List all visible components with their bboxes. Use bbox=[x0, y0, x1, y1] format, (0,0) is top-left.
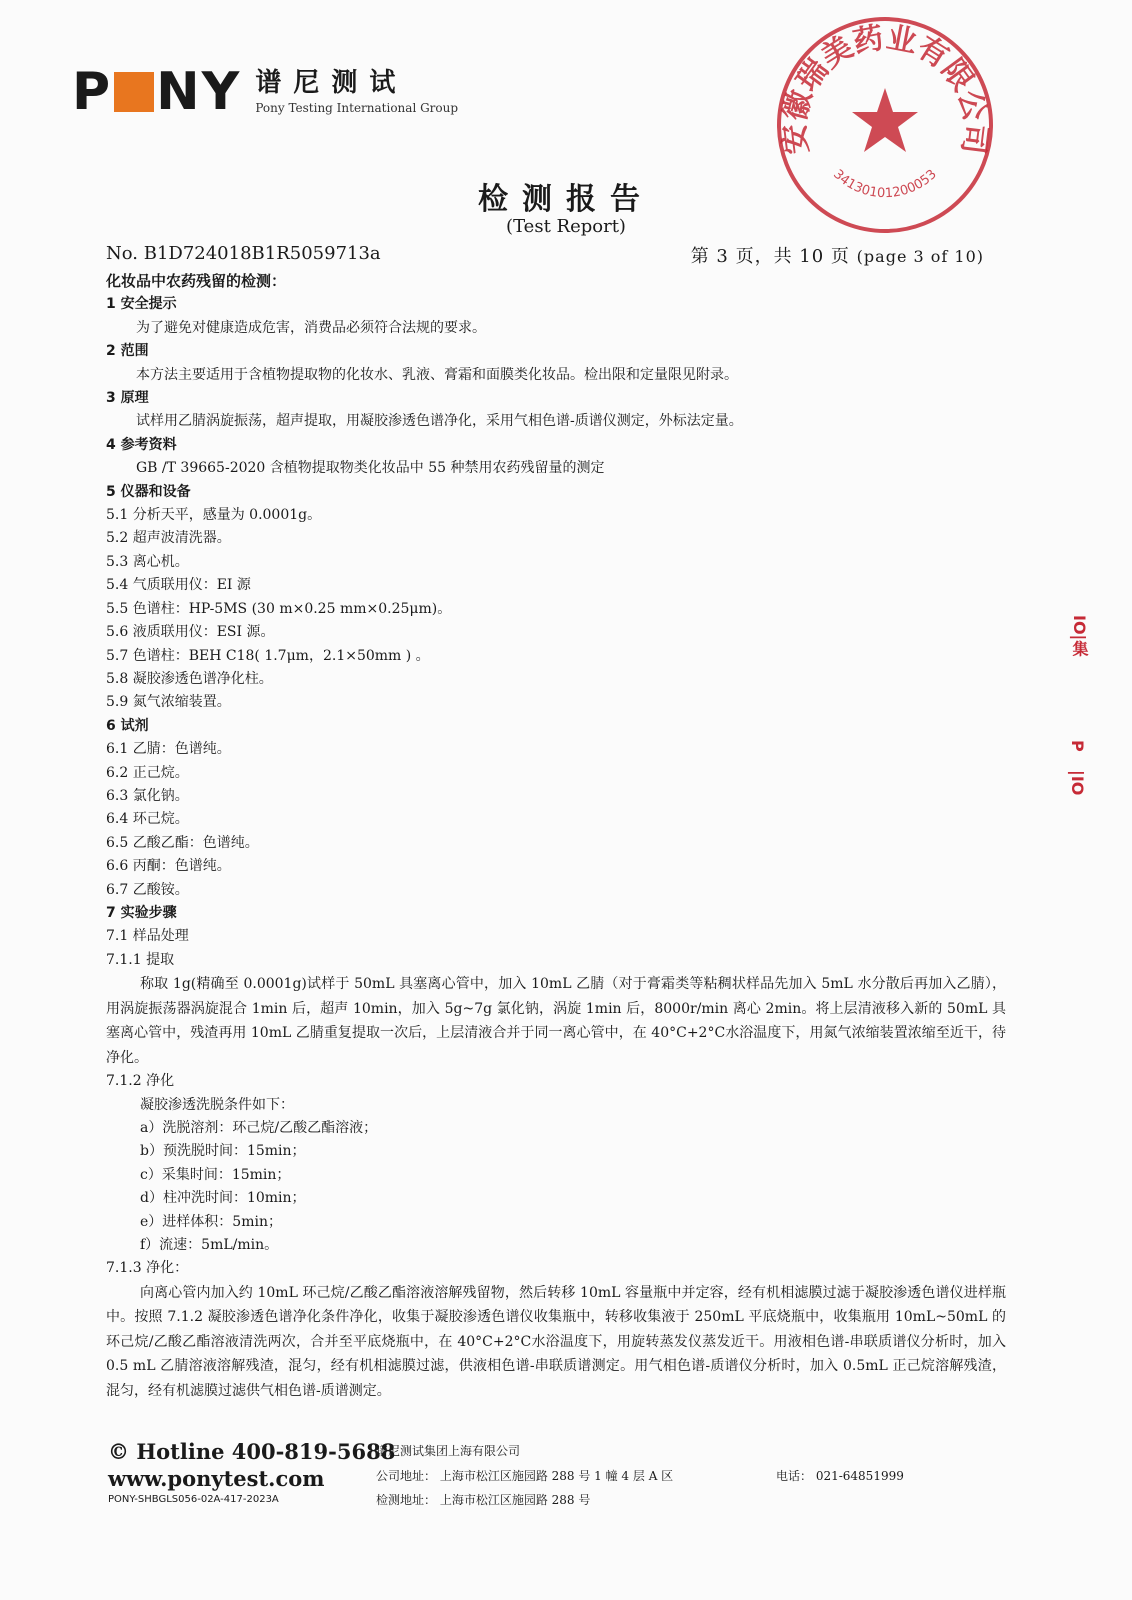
hotline-text: Hotline 400-819-5688 bbox=[136, 1439, 396, 1464]
condition-item: b）预洗脱时间：15min； bbox=[140, 1143, 306, 1160]
condition-item: e）进样体积：5min； bbox=[140, 1213, 282, 1230]
list-item: 5.9 氮气浓缩装置。 bbox=[106, 694, 231, 711]
list-item: 5.1 分析天平，感量为 0.0001g。 bbox=[106, 507, 322, 524]
section-text: 试样用乙腈涡旋振荡，超声提取，用凝胶渗透色谱净化，采用气相色谱-质谱仪测定，外标法定量。 bbox=[136, 413, 743, 430]
section-text: 本方法主要适用于含植物提取物的化妆水、乳液、膏霜和面膜类化妆品。检出限和定量限见附录。 bbox=[136, 366, 738, 383]
logo-letters-right: NY bbox=[156, 62, 242, 122]
list-item: 6.3 氯化钠。 bbox=[106, 787, 189, 804]
list-item: 5.3 离心机。 bbox=[106, 553, 189, 570]
condition-item: a）洗脱溶剂：环己烷/乙酸乙酯溶液； bbox=[140, 1120, 378, 1136]
list-item: 5.6 液质联用仪：ESI 源。 bbox=[106, 624, 275, 641]
seal-star-icon bbox=[852, 88, 918, 152]
seal-number: 34130101200053 bbox=[830, 166, 940, 202]
seal-company-name: 安徽瑞美药业有限公司 bbox=[776, 20, 994, 157]
report-title: 检测报告 bbox=[478, 182, 654, 217]
list-item: 6.2 正己烷。 bbox=[106, 764, 189, 781]
test-address: 检测地址： 上海市松江区施园路 288 号 bbox=[376, 1493, 591, 1507]
report-number: No. B1D724018B1R5059713a bbox=[106, 243, 381, 264]
subsection-heading: 7.1 样品处理 bbox=[106, 928, 189, 945]
purification-paragraph: 向离心管内加入约 10mL 环己烷/乙酸乙酯溶液溶解残留物，然后转移 10mL 容量瓶中并定容，经有机相滤膜过滤于凝胶渗透色谱仪进样瓶中。按照 7.1.2 凝胶渗透色谱净化条件净化，收集于凝胶渗透色谱仪收集瓶中，转移收集液于 250mL 平底烧瓶中，收集瓶用 10mL~50mL 的环己烷/乙酸乙酯溶液清洗两次，合并至平底烧瓶中，在 40°C+2°C水浴温度下，用旋转蒸发仪蒸发近干。用液相色谱-串联质谱仪分析时，加入 0.5 mL 乙腈溶液溶解残渣，混匀，经有机相滤膜过滤，供液相色谱-串联质谱测定。用气相色谱-质谱仪分析时，加入 0.5mL 正己烷溶解残渣，混匀，经有机滤膜过滤供气相色谱-质谱测定。 bbox=[106, 1284, 1006, 1399]
subsection-heading: 7.1.1 提取 bbox=[106, 951, 175, 968]
section-heading: 6 试剂 bbox=[106, 717, 149, 734]
list-item: 6.7 乙酸铵。 bbox=[106, 881, 189, 898]
document-code: PONY-SHBGLS056-02A-417-2023A bbox=[108, 1494, 279, 1505]
list-item: 6.6 丙酮：色谱纯。 bbox=[106, 858, 231, 875]
page-number-cn: 第 3 页，共 10 页 bbox=[690, 246, 850, 267]
hotline bbox=[108, 1439, 395, 1464]
report-body bbox=[106, 270, 1006, 1403]
edge-stamp-mark: |IO bbox=[1068, 770, 1087, 796]
condition-item: f）流速：5mL/min。 bbox=[140, 1237, 279, 1254]
logo-chinese-name: 谱尼测试 bbox=[255, 67, 408, 98]
list-item: 5.8 凝胶渗透色谱净化柱。 bbox=[106, 670, 273, 687]
page-number bbox=[691, 242, 984, 268]
section-heading: 7 实验步骤 bbox=[106, 904, 177, 921]
condition-item: d）柱冲洗时间：10min； bbox=[140, 1190, 306, 1207]
main-title: 化妆品中农药残留的检测： bbox=[106, 272, 287, 290]
logo-wordmark bbox=[72, 62, 242, 122]
report-subtitle: (Test Report) bbox=[506, 216, 626, 237]
logo-english-name: Pony Testing International Group bbox=[255, 101, 459, 116]
edge-stamp-mark: P bbox=[1068, 740, 1087, 752]
section-heading: 1 安全提示 bbox=[106, 296, 177, 313]
purification-intro: 凝胶渗透洗脱条件如下： bbox=[140, 1096, 294, 1113]
subsection-heading: 7.1.2 净化 bbox=[106, 1073, 175, 1090]
list-item: 5.7 色谱柱：BEH C18( 1.7μm，2.1×50mm ) 。 bbox=[106, 647, 430, 664]
section-text: 为了避免对健康造成危害，消费品必须符合法规的要求。 bbox=[136, 319, 486, 336]
list-item: 6.5 乙酸乙酯：色谱纯。 bbox=[106, 834, 259, 851]
section-heading: 2 范围 bbox=[106, 343, 149, 360]
section-heading: 5 仪器和设备 bbox=[106, 483, 191, 500]
list-item: 5.5 色谱柱：HP-5MS (30 m×0.25 mm×0.25μm)。 bbox=[106, 600, 452, 617]
list-item: 5.4 气质联用仪：EI 源 bbox=[106, 577, 251, 594]
extraction-paragraph: 称取 1g(精确至 0.0001g)试样于 50mL 具塞离心管中，加入 10mL 乙腈（对于膏霜类等粘稠状样品先加入 5mL 水分散后再加入乙腈），用涡旋振荡器涡旋混合 1min 后，超声 10min，加入 5g~7g 氯化钠，涡旋 1min 后，8000r/min 离心 2min。将上层清液移入新的 50mL 具塞离心管中，残渣再用 10mL 乙腈重复提取一次后，上层清液合并于同一离心管中，在 40°C+2°C水浴温度下，用氮气浓缩装置浓缩至近干，待净化。 bbox=[106, 976, 1006, 1066]
pony-logo bbox=[72, 62, 459, 122]
logo-letters-left: P bbox=[72, 62, 113, 122]
copyright-icon: © bbox=[108, 1439, 129, 1464]
logo-orange-square-icon bbox=[114, 72, 154, 112]
list-item: 5.2 超声波清洗器。 bbox=[106, 530, 231, 547]
edge-stamp-mark: IO|集 bbox=[1070, 615, 1089, 657]
subsection-heading: 7.1.3 净化： bbox=[106, 1260, 189, 1277]
section-text: GB /T 39665-2020 含植物提取物类化妆品中 55 种禁用农药残留量的测定 bbox=[136, 460, 605, 477]
condition-item: c）采集时间：15min； bbox=[140, 1166, 291, 1183]
section-heading: 3 原理 bbox=[106, 390, 149, 407]
list-item: 6.4 环己烷。 bbox=[106, 811, 189, 828]
section-heading: 4 参考资料 bbox=[106, 436, 177, 453]
company-name: 谱尼测试集团上海有限公司 bbox=[376, 1444, 521, 1458]
website: www.ponytest.com bbox=[108, 1466, 325, 1491]
company-address: 公司地址： 上海市松江区施园路 288 号 1 幢 4 层 A 区 bbox=[376, 1469, 674, 1483]
phone-number: 电话： 021-64851999 bbox=[776, 1469, 904, 1483]
list-item: 6.1 乙腈：色谱纯。 bbox=[106, 741, 231, 758]
page-number-en: (page 3 of 10) bbox=[856, 247, 984, 266]
